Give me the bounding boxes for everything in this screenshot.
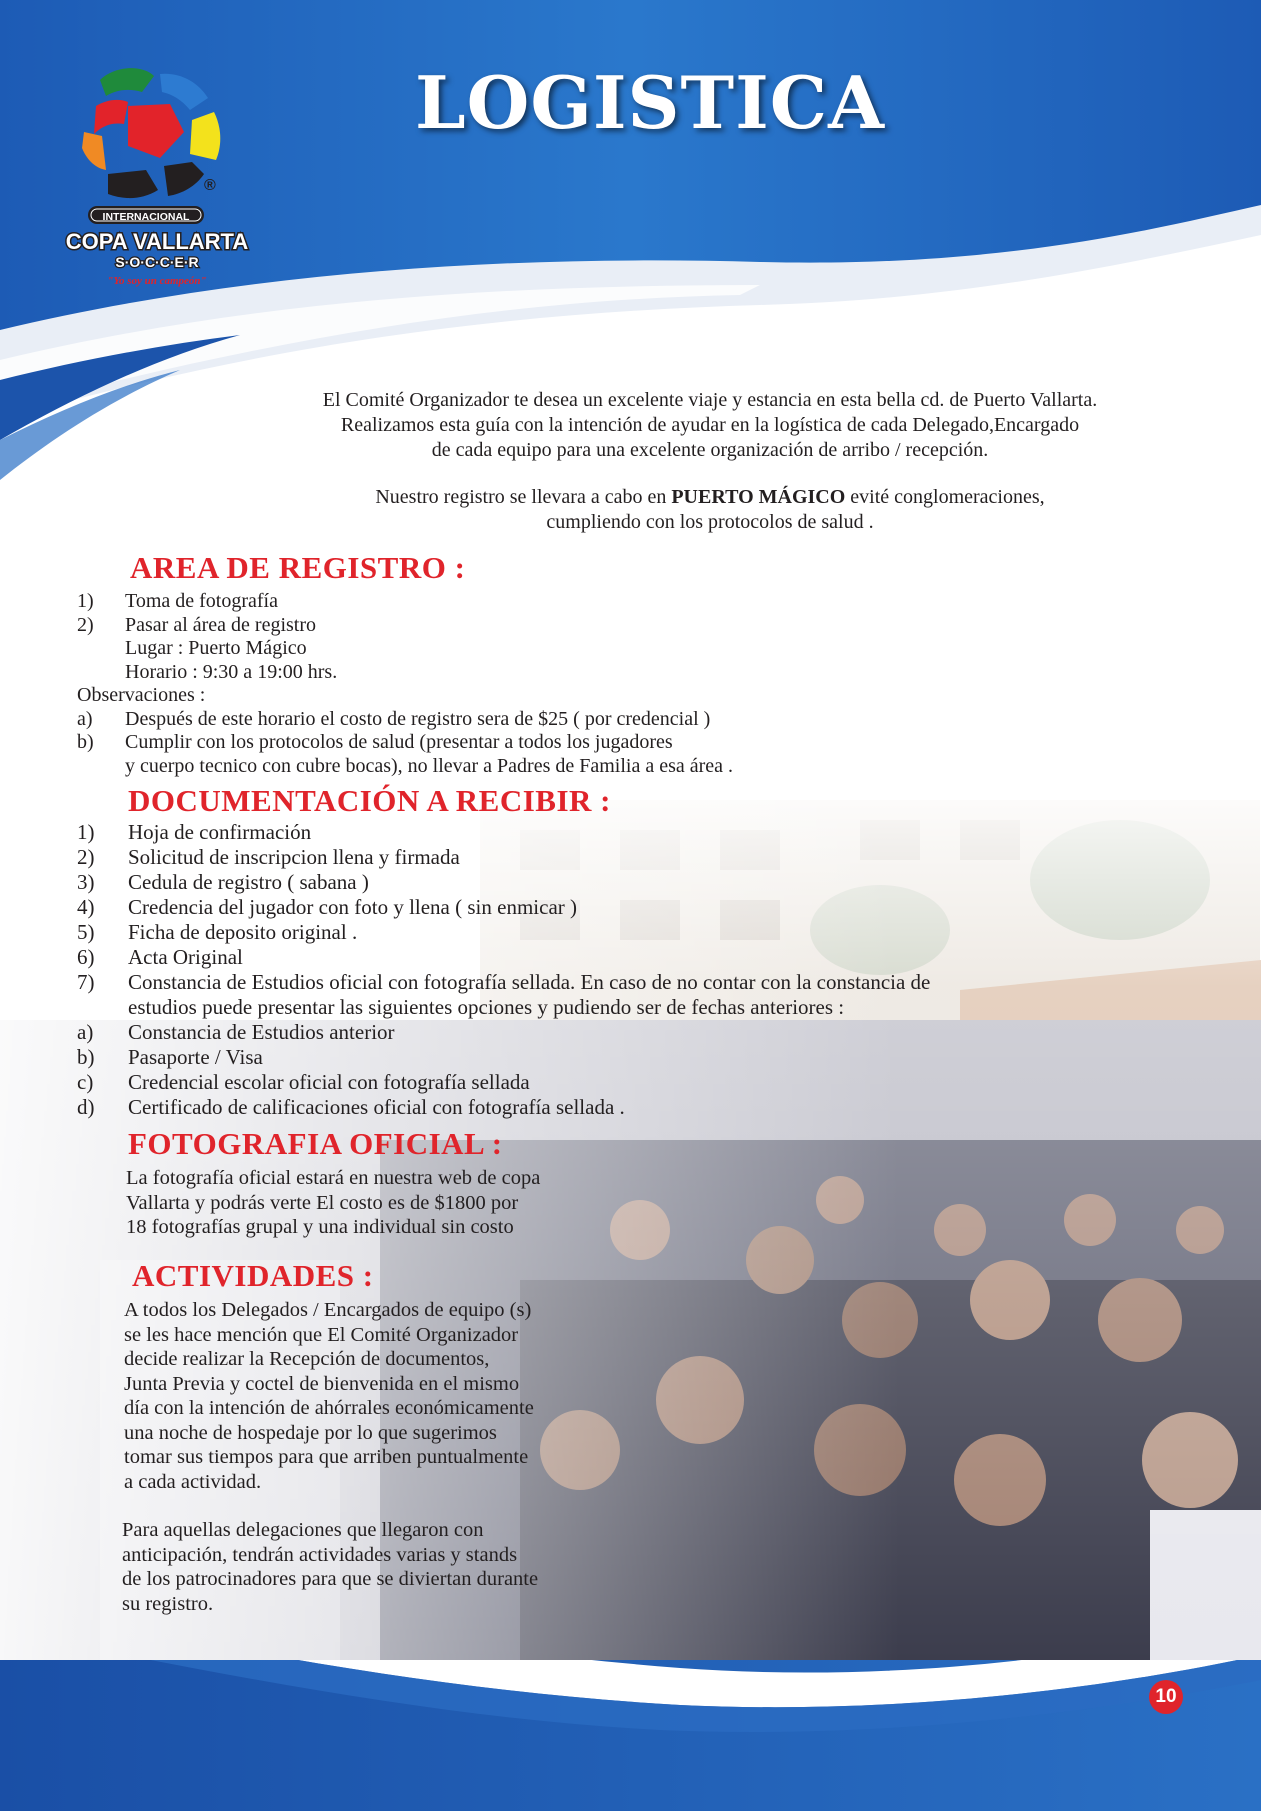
list-item-text: Después de este horario el costo de registro sera de $25 ( por credencial ) xyxy=(125,707,711,730)
list-item xyxy=(77,970,1227,995)
section-heading-registro: AREA DE REGISTRO : xyxy=(130,550,466,585)
list-marker: 1) xyxy=(77,590,94,612)
list-item xyxy=(77,731,1077,755)
intro-line: Realizamos esta guía con la intención de ayudar en la logística de cada Delegado,Encargado xyxy=(340,414,1080,436)
list-item xyxy=(77,684,1077,708)
list-item xyxy=(77,637,1077,661)
list-item xyxy=(77,590,1077,614)
list-item-text: Credencial escolar oficial con fotografía sellada xyxy=(128,1070,530,1094)
list-item-text: Pasar al área de registro xyxy=(125,613,317,636)
list-marker: a) xyxy=(77,1020,94,1044)
list-item xyxy=(77,614,1077,638)
list-marker: 2) xyxy=(77,613,94,636)
list-item-text: Cedula de registro ( sabana ) xyxy=(128,870,369,894)
svg-text:"Yo soy un campeón": "Yo soy un campeón" xyxy=(107,275,207,287)
list-item xyxy=(77,845,1227,870)
list-item xyxy=(77,661,1077,685)
list-marker: 3) xyxy=(77,870,95,894)
soccer-ball-icon xyxy=(62,62,252,302)
list-marker: d) xyxy=(77,1095,95,1119)
page-number: 10 xyxy=(1149,1680,1183,1714)
svg-text:S·O·C·C·E·R: S·O·C·C·E·R xyxy=(115,254,199,270)
section-heading-actividades: ACTIVIDADES : xyxy=(132,1258,374,1293)
list-item-text: Horario : 9:30 a 19:00 hrs. xyxy=(125,660,338,683)
section-heading-documentacion: DOCUMENTACIÓN A RECIBIR : xyxy=(128,783,611,818)
list-item-text: y cuerpo tecnico con cubre bocas), no llevar a Padres de Familia a esa área . xyxy=(125,754,734,777)
list-item-text: estudios puede presentar las siguientes opciones y pudiendo ser de fechas anteriores : xyxy=(128,995,845,1019)
list-item-text: Constancia de Estudios oficial con fotografía sellada. En caso de no contar con la constancia de xyxy=(128,970,931,994)
list-item xyxy=(77,895,1227,920)
list-item-text: Acta Original xyxy=(128,945,243,969)
list-marker: 2) xyxy=(77,845,95,869)
actividades-paragraph-1: A todos los Delegados / Encargados de equipo (s) se les hace mención que El Comité Organizador decide realizar la Recepción de documentos, Junta Previa y coctel de bienvenida en el mismo día con la intención de ahórrales económicamente una noche de hospedaje por lo que sugerimos tomar sus tiempos para que arriben puntualmente a cada actividad. xyxy=(124,1299,534,1493)
list-marker: 4) xyxy=(77,895,95,919)
list-item-text: Cumplir con los protocolos de salud (presentar a todos los jugadores xyxy=(125,731,673,753)
list-item-text: Solicitud de inscripcion llena y firmada xyxy=(128,845,460,869)
svg-text:®: ® xyxy=(204,177,216,194)
list-item-text: Pasaporte / Visa xyxy=(128,1045,263,1069)
page-title: LOGISTICA xyxy=(415,60,885,145)
list-item-text: Toma de fotografía xyxy=(125,590,278,612)
list-marker: 7) xyxy=(77,970,95,994)
list-item-text: Credencia del jugador con foto y llena ( sin enmicar ) xyxy=(128,895,577,919)
list-item-text: Hoja de confirmación xyxy=(128,820,312,844)
copa-vallarta-logo xyxy=(62,62,252,302)
intro-paragraph xyxy=(210,388,1210,463)
venue-name: PUERTO MÁGICO xyxy=(671,486,846,508)
list-item xyxy=(77,820,1227,845)
list-item xyxy=(77,995,1227,1020)
list-item-text: Ficha de deposito original . xyxy=(128,920,358,944)
list-marker: a) xyxy=(77,707,93,730)
list-item xyxy=(77,1045,1227,1070)
section-heading-fotografia: FOTOGRAFIA OFICIAL : xyxy=(128,1126,503,1161)
list-marker: c) xyxy=(77,1070,94,1094)
list-marker: 1) xyxy=(77,820,95,844)
list-marker: b) xyxy=(77,1045,95,1069)
list-item xyxy=(77,708,1077,732)
intro-line: El Comité Organizador te desea un excelente viaje y estancia en esta bella cd. de Puerto Vallarta. xyxy=(322,389,1098,411)
list-marker: 6) xyxy=(77,945,95,969)
list-item-text: Constancia de Estudios anterior xyxy=(128,1020,395,1044)
list-item xyxy=(77,755,1077,779)
list-item-text: Lugar : Puerto Mágico xyxy=(125,637,307,659)
intro-line: de cada equipo para una excelente organización de arribo / recepción. xyxy=(431,439,989,461)
fotografia-paragraph: La fotografía oficial estará en nuestra web de copa Vallarta y podrás verte El costo es de $1800 por 18 fotografías grupal y una individual sin costo xyxy=(126,1167,541,1238)
list-item xyxy=(77,1020,1227,1045)
actividades-paragraph-2: Para aquellas delegaciones que llegaron con anticipación, tendrán actividades varias y stands de los patrocinadores para que se diviertan durante su registro. xyxy=(122,1519,539,1615)
list-marker: 5) xyxy=(77,920,95,944)
svg-text:INTERNACIONAL: INTERNACIONAL xyxy=(102,211,190,223)
registro-list xyxy=(77,590,1077,778)
list-item-text: Observaciones : xyxy=(77,684,206,706)
list-item xyxy=(77,1070,1227,1095)
registration-location-paragraph: Nuestro registro se llevara a cabo en PUERTO MÁGICO evité conglomeraciones, cumpliendo con los protocolos de salud . xyxy=(375,486,1045,533)
svg-text:COPA VALLARTA: COPA VALLARTA xyxy=(65,229,249,254)
list-item xyxy=(77,945,1227,970)
list-item xyxy=(77,920,1227,945)
list-item-text: Certificado de calificaciones oficial con fotografía sellada . xyxy=(128,1095,625,1119)
list-item xyxy=(77,1095,1227,1120)
documentacion-list xyxy=(77,820,1227,1120)
list-item xyxy=(77,870,1227,895)
list-marker: b) xyxy=(77,731,94,753)
